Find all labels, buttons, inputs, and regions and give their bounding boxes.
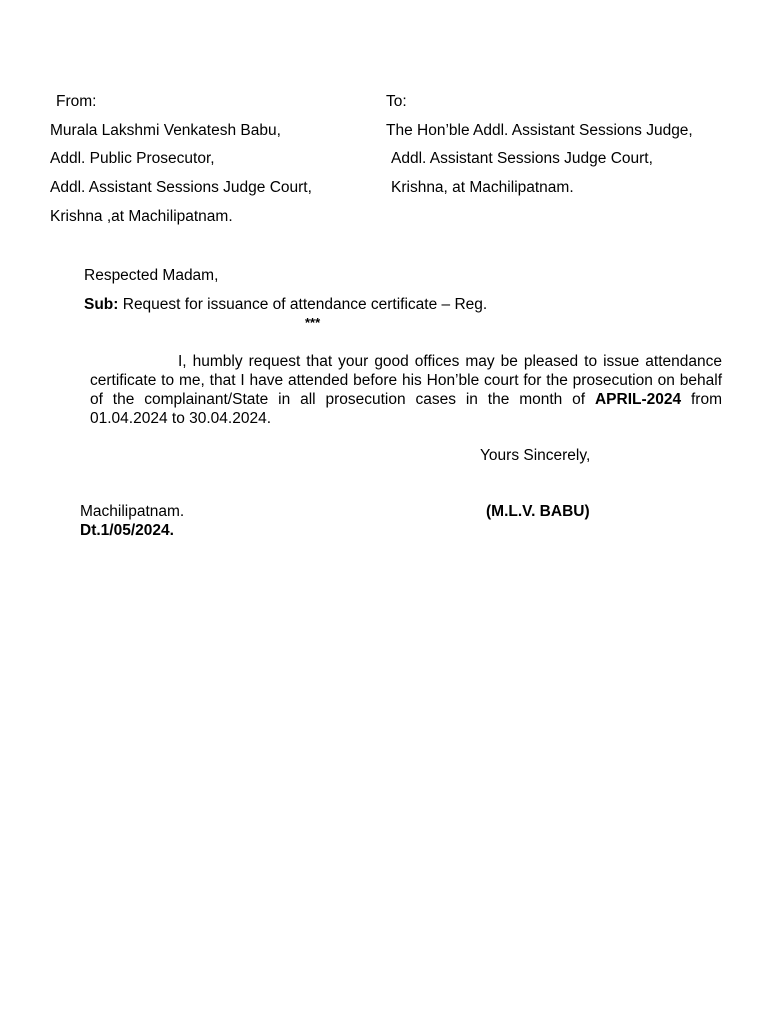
sender-name: Murala Lakshmi Venkatesh Babu, — [50, 122, 281, 139]
subject-line — [84, 296, 487, 314]
sender-designation: Addl. Public Prosecutor, — [50, 150, 215, 167]
request-paragraph — [90, 352, 722, 428]
to-heading: To: — [386, 93, 407, 110]
closing: Yours Sincerely, — [480, 447, 591, 464]
sender-location: Krishna ,at Machilipatnam. — [50, 208, 233, 225]
recipient-title: The Hon’ble Addl. Assistant Sessions Judge, — [386, 122, 693, 139]
separator-asterisks: *** — [305, 315, 321, 330]
request-month: APRIL-2024 — [594, 391, 682, 408]
request-date-range: from 01.04.2024 to 30.04.2024. — [90, 391, 722, 427]
salutation: Respected Madam, — [84, 267, 219, 284]
date: Dt.1/05/2024. — [80, 522, 174, 539]
recipient-court: Addl. Assistant Sessions Judge Court, — [391, 150, 653, 167]
from-heading: From: — [56, 93, 97, 110]
subject-label: Sub: — [84, 296, 119, 313]
signature-name: (M.L.V. BABU) — [486, 503, 590, 520]
sender-court: Addl. Assistant Sessions Judge Court, — [50, 179, 312, 196]
request-text: I, humbly request that your good offices may be pleased to issue attendance certificate to me, that I have attended before his Hon’ble court for the prosecution on behalf of the complainant/State in all prosecution cases in the month of — [90, 353, 722, 408]
subject-text: Request for issuance of attendance certificate – Reg. — [118, 296, 488, 313]
recipient-location: Krishna, at Machilipatnam. — [391, 179, 574, 196]
place: Machilipatnam. — [80, 503, 185, 520]
